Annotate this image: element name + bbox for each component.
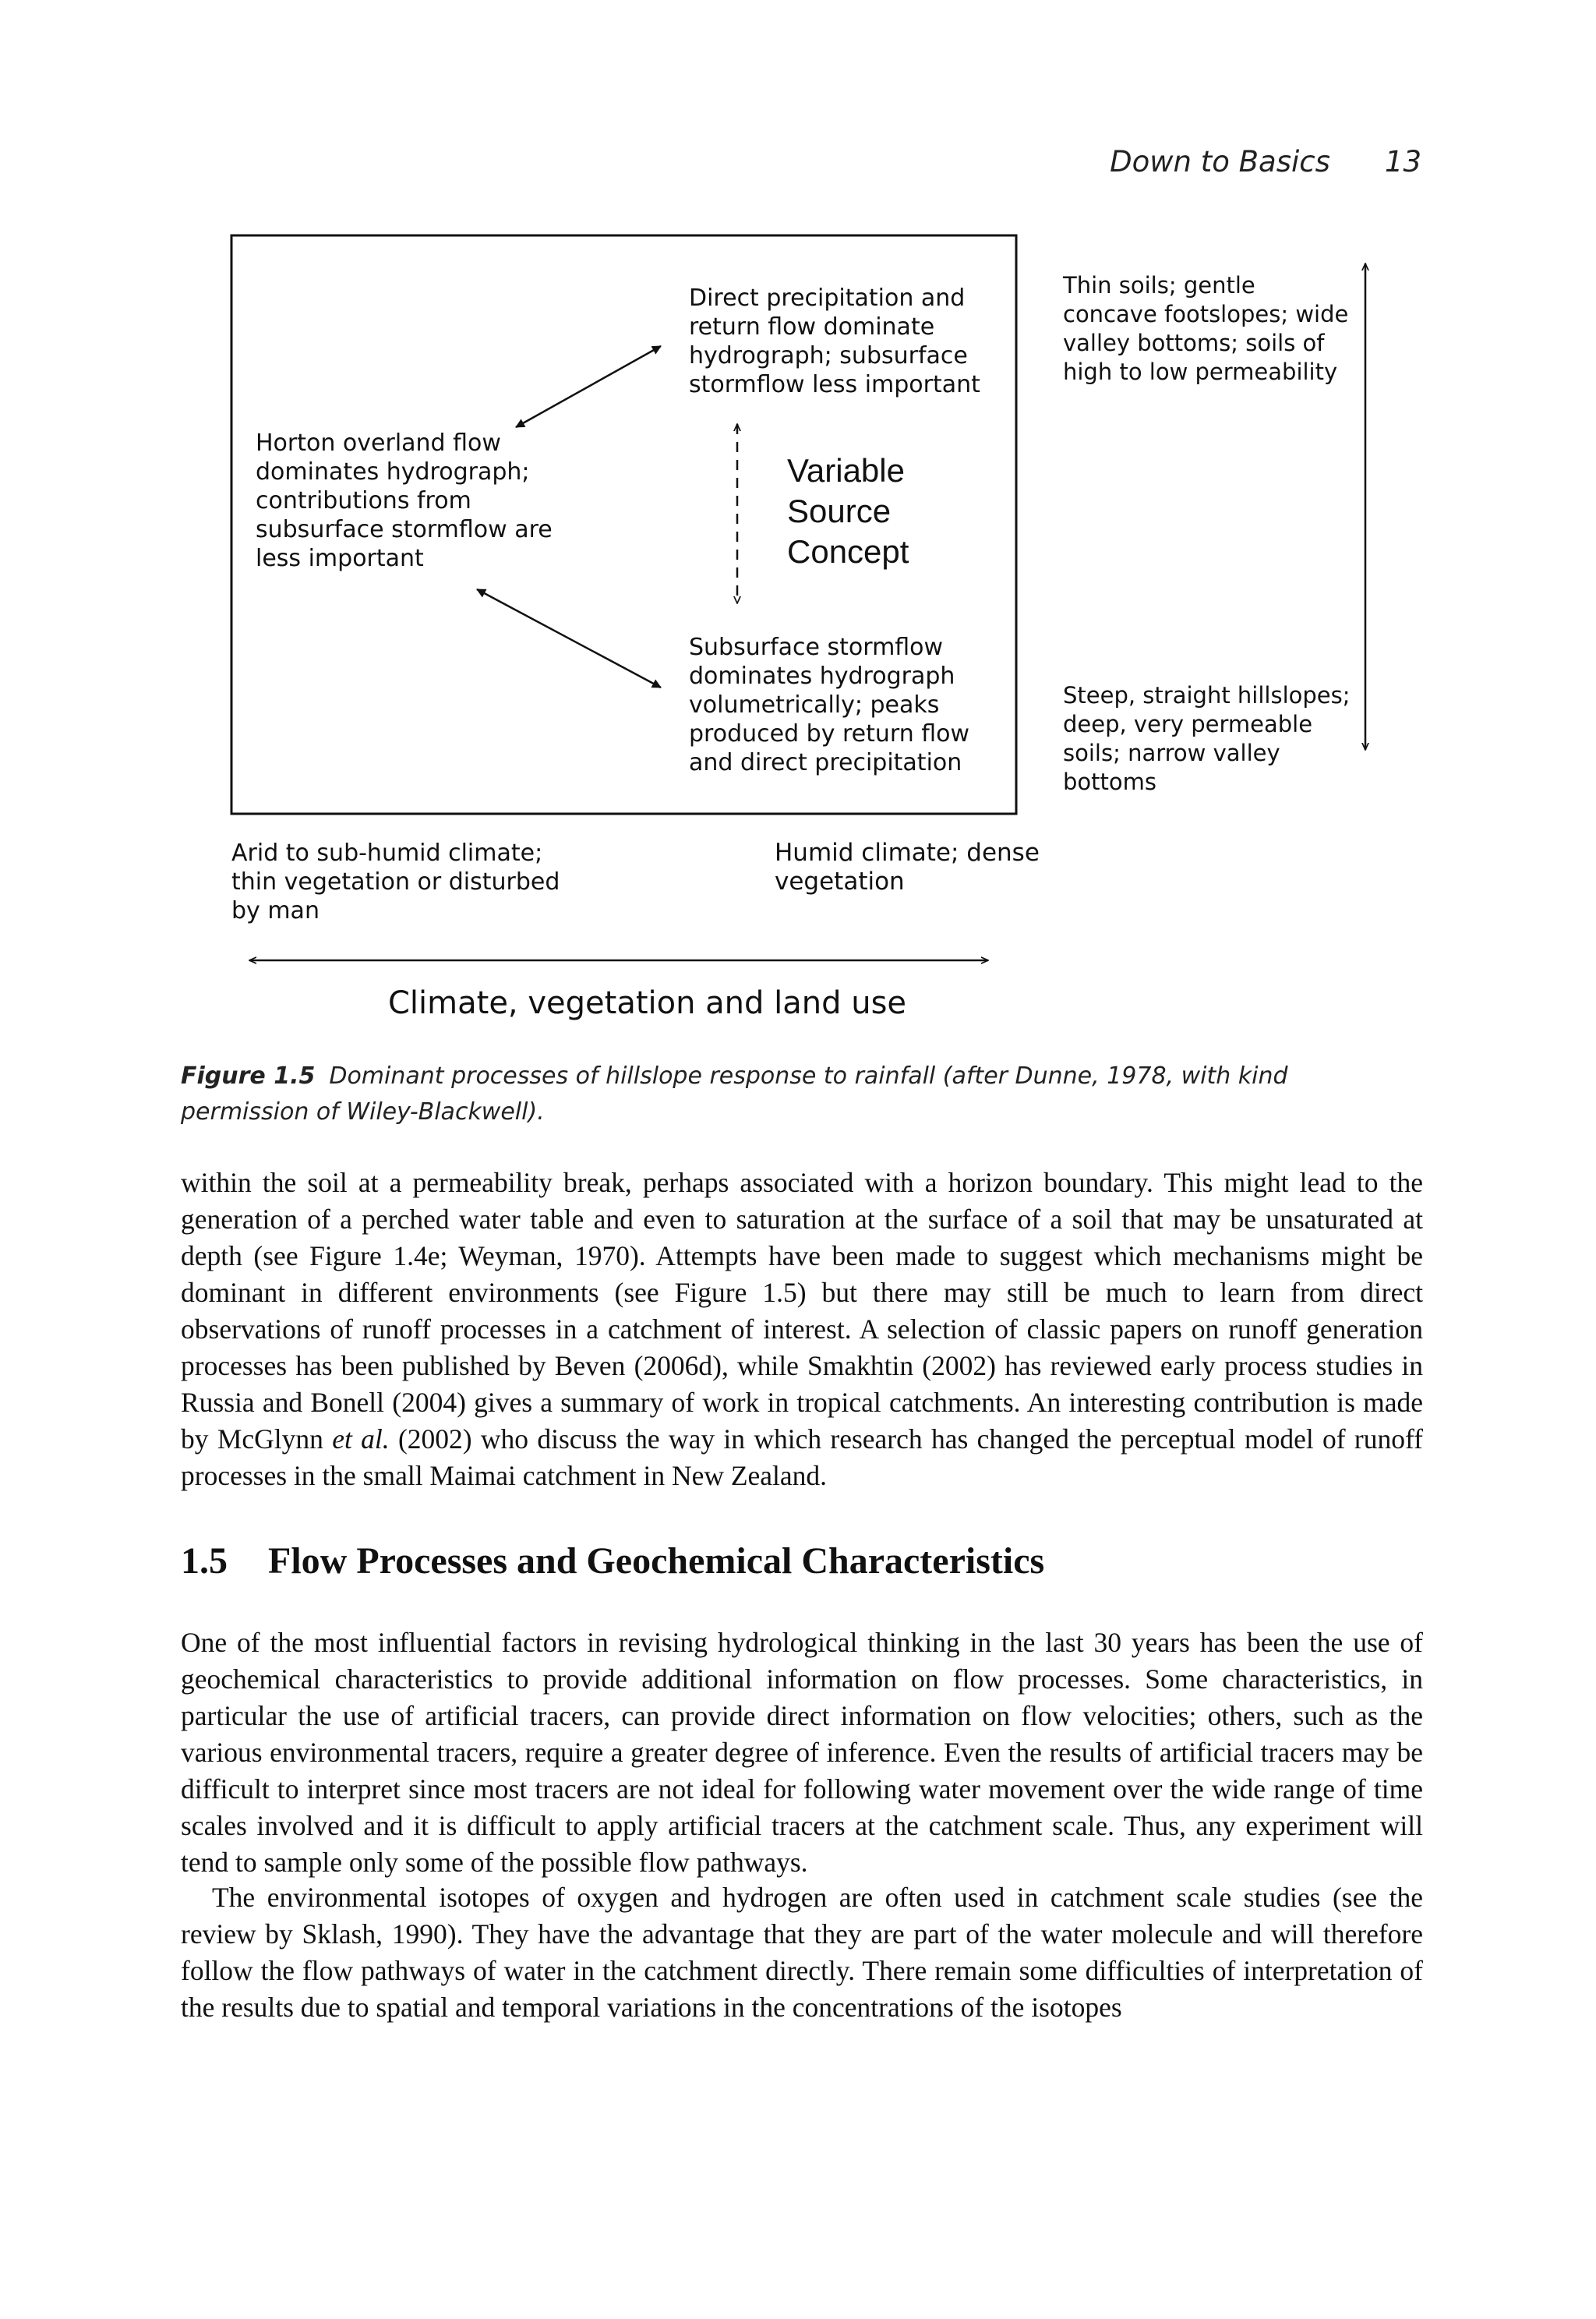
figure-caption-label: Figure 1.5 (181, 1062, 316, 1090)
body-paragraph-3: The environmental isotopes of oxygen and hydrogen are often used in catchment scale studies (see the review by Sklash, 1990). They have the advantage that they are part of the water molecule and will therefore follow the flow pathways of water in the catchment directly. There remain some difficulties of interpretation of the results due to spatial and temporal variations in the concentrations of the isotopes (181, 1882, 1423, 2023)
text-subsurface-stormflow: Subsurface stormflow dominates hydrograph volumetrically; peaks produced by return flow and direct precipitation (689, 634, 970, 776)
arrow-horton-to-direct (516, 346, 661, 427)
figure-caption-text: Dominant processes of hillslope response to rainfall (after Dunne, 1978, with kind permission of Wiley-Blackwell). (181, 1062, 1288, 1126)
text-direct-precipitation: Direct precipitation and return flow dominate hydrograph; subsurface stormflow less important (689, 285, 980, 398)
text-humid-climate: Humid climate; dense vegetation (775, 839, 1040, 896)
running-title: Down to Basics (1110, 145, 1330, 179)
section-number: 1.5 (181, 1540, 228, 1582)
body-paragraph-1: within the soil at a permeability break, perhaps associated with a horizon boundary. This might lead to the generation of a perched water table and even to saturation at the surface of a soil that may be unsaturated at depth (see Figure 1.4e; Weyman, 1970). Attempts have been made to suggest which mechanisms might be dominant in different environments (see Figure 1.5) but there may still be much to learn from direct observations of runoff processes in a catchment of interest. A selection of classic papers on runoff generation processes has been published by Beven (2006d), while Smakhtin (2002) has reviewed early process studies in Russia and Bonell (2004) gives a summary of work in tropical catchments. An interesting contribution is made by McGlynn et al. (2002) who discuss the way in which research has changed the perceptual model of runoff processes in the small Maimai catchment in New Zealand. (181, 1167, 1423, 1491)
section-title: Flow Processes and Geochemical Characteristics (268, 1540, 1045, 1582)
body-paragraph-2: One of the most influential factors in revising hydrological thinking in the last 30 years has been the use of geochemical characteristics to provide additional information on flow processes. Some characteristics, in particular the use of artificial tracers, can provide direct information on flow velocities; others, such as the various environmental tracers, require a greater degree of inference. Even the results of artificial tracers may be difficult to interpret since most tracers are not ideal for following water movement over the wide range of time scales involved and it is difficult to apply artificial tracers at the catchment scale. Thus, any experiment will tend to sample only some of the possible flow pathways. (181, 1627, 1423, 1878)
figure-1-5 (0, 0, 1596, 1045)
section-heading (181, 1540, 1044, 1582)
text-thin-soils: Thin soils; gentle concave footslopes; wide valley bottoms; soils of high to low permeability (1063, 272, 1349, 385)
axis-label-climate: Climate, vegetation and land use (388, 985, 907, 1021)
page-number: 13 (1384, 145, 1421, 179)
figure-caption (181, 1059, 1423, 1130)
text-steep-hillslopes: Steep, straight hillslopes; deep, very permeable soils; narrow valley bottoms (1063, 682, 1351, 795)
text-variable-source-concept: Variable Source Concept (787, 452, 909, 570)
text-horton-overland-flow: Horton overland flow dominates hydrograph; contributions from subsurface stormflow are less important (256, 430, 553, 572)
arrow-horton-to-subsurface (477, 589, 661, 688)
text-arid-climate: Arid to sub-humid climate; thin vegetation or disturbed by man (231, 840, 560, 924)
